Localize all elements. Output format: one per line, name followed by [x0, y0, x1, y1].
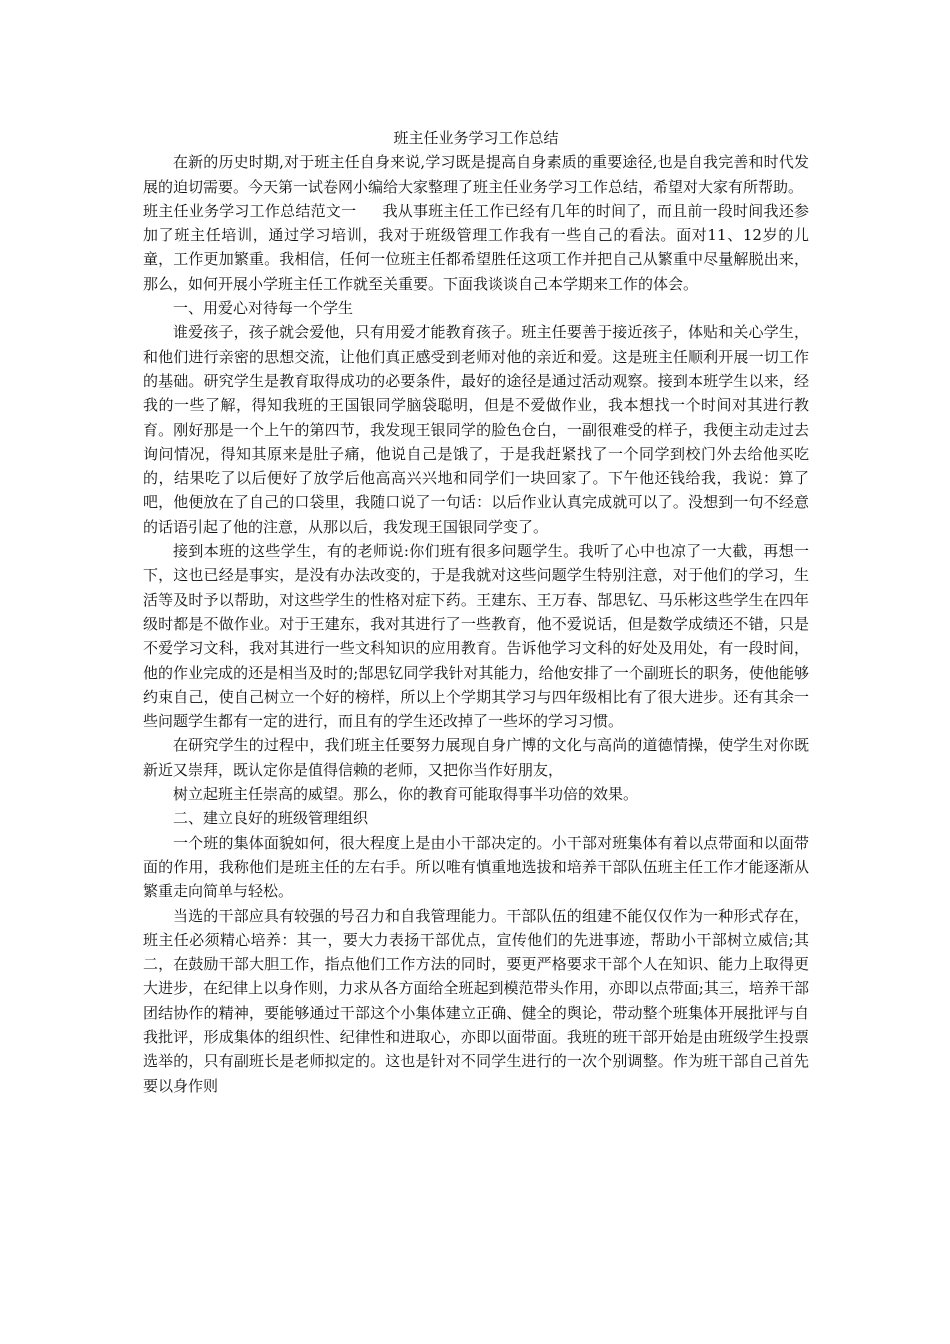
section1-paragraph-3: 在研究学生的过程中，我们班主任要努力展现自身广博的文化与高尚的道德情操，使学生对你既新近又崇拜，既认定你是值得信赖的老师，又把你当作好朋友， — [143, 736, 809, 779]
section2-paragraph-2: 当选的干部应具有较强的号召力和自我管理能力。干部队伍的组建不能仅仅作为一种形式存在，班主任必须精心培养：其一，要大力表扬干部优点，宣传他们的先进事迹，帮助小干部树立威信;其二，在鼓励干部大胆工作，指点他们工作方法的同时，要更严格要求干部个人在知识、能力上取得更大进步，在纪律上以身作则，力求从各方面给全班起到模范带头作用，亦即以点带面;其三，培养干部团结协作的精神，要能够通过干部这个小集体建立正确、健全的舆论，带动整个班集体开展批评与自我批评，形成集体的组织性、纪律性和进取心，亦即以面带面。我班的班干部开始是由班级学生投票选举的，只有副班长是老师拟定的。这也是针对不同学生进行的一次个别调整。作为班干部自己首先要以身作则 — [143, 906, 809, 1095]
section1-heading: 一、用爱心对待每一个学生 — [173, 299, 354, 318]
section1-paragraph-2: 接到本班的这些学生，有的老师说:你们班有很多问题学生。我听了心中也凉了一大截，再想一下，这也已经是事实，是没有办法改变的，于是我就对这些问题学生特别注意，对于他们的学习，生活等及时予以帮助，对这些学生的性格对症下药。王建东、王万春、郜思钇、马乐彬这些学生在四年级时都是不做作业。对于王建东，我对其进行了一些教育，他不爱说话，但是数学成绩还不错，只是不爱学习文科，我对其进行一些文科知识的应用教育。告诉他学习文科的好处及用处，有一段时间，他的作业完成的还是相当及时的;郜思钇同学我针对其能力，给他安排了一个副班长的职务，使他能够约束自己，使自己树立一个好的榜样，所以上个学期其学习与四年级相比有了很大进步。还有其余一些问题学生都有一定的进行，而且有的学生还改掉了一些坏的学习习惯。 — [143, 542, 809, 731]
section2-paragraph-1: 一个班的集体面貌如何，很大程度上是由小干部决定的。小干部对班集体有着以点带面和以面带面的作用，我称他们是班主任的左右手。所以唯有慎重地选拔和培养干部队伍班主任工作才能逐渐从繁重走向简单与轻松。 — [143, 833, 809, 901]
sample-heading: 班主任业务学习工作总结范文一 — [143, 201, 357, 220]
section2-heading: 二、建立良好的班级管理组织 — [173, 809, 369, 828]
sample-intro-text: 我从事班主任工作已经有几年的时间了，而且前一段时间我还参加了班主任培训，通过学习培训，我对于班级管理工作我有一些自己的看法。面对11、12岁的儿童，工作更加繁重。我相信，任何一位班主任都希望胜任这项工作并把自己从繁重中尽量解脱出来，那么，如何开展小学班主任工作就至关重要。下面我谈谈自己本学期来工作的体会。 — [143, 201, 809, 293]
sample-paragraph — [143, 199, 809, 296]
intro-paragraph: 在新的历史时期,对于班主任自身来说,学习既是提高自身素质的重要途径,也是自我完善和时代发展的迫切需要。今天第一试卷网小编给大家整理了班主任业务学习工作总结，希望对大家有所帮助。 — [143, 153, 809, 196]
document-page — [143, 126, 809, 1098]
section1-paragraph-1: 谁爱孩子，孩子就会爱他，只有用爱才能教育孩子。班主任要善于接近孩子，体贴和关心学生，和他们进行亲密的思想交流，让他们真正感受到老师对他的亲近和爱。这是班主任顺利开展一切工作的基础。研究学生是教育取得成功的必要条件，最好的途径是通过活动观察。接到本班学生以来，经我的一些了解，得知我班的王国银同学脑袋聪明，但是不爱做作业，我本想找一个时间对其进行教育。刚好那是一个上午的第四节，我发现王银同学的脸色仓白，一副很难受的样子，我便主动走过去询问情况，得知其原来是肚子痛，他说自己是饿了，于是我赶紧找了一个同学到校门外去给他买吃的，结果吃了以后便好了放学后他高高兴兴地和同学们一块回家了。下午他还钱给我，我说：算了吧，他便放在了自己的口袋里，我随口说了一句话：以后作业认真完成就可以了。没想到一句不经意的话语引起了他的注意，从那以后，我发现王国银同学变了。 — [143, 323, 809, 536]
document-title: 班主任业务学习工作总结 — [393, 129, 559, 147]
section1-paragraph-4: 树立起班主任崇高的威望。那么，你的教育可能取得事半功倍的效果。 — [173, 785, 639, 804]
